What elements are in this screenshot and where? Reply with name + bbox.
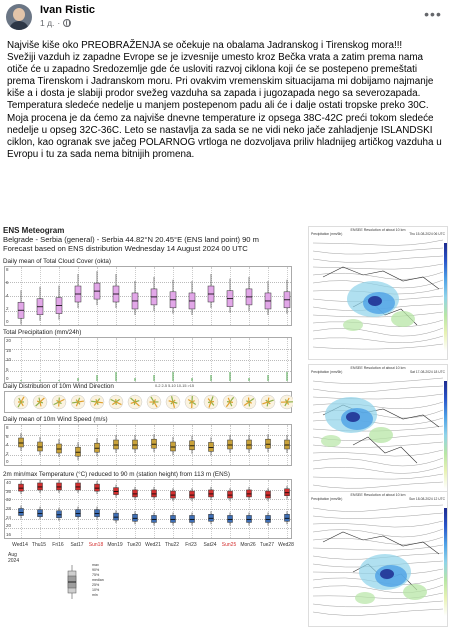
- box: [114, 440, 119, 449]
- day-label: Thu15: [31, 542, 47, 548]
- box: [95, 484, 100, 491]
- day-label: Sun25: [221, 542, 237, 548]
- day-label: Sat17: [70, 542, 84, 548]
- box: [38, 483, 43, 490]
- post-time[interactable]: 1 д.: [40, 18, 55, 28]
- y-tick-label: 28: [6, 506, 12, 511]
- day-label: Fri23: [185, 542, 197, 548]
- precip-map-2[interactable]: [308, 364, 448, 498]
- y-tick-label: 10: [6, 357, 12, 362]
- y-tick-label: 40: [6, 480, 12, 485]
- y-tick-label: 8: [6, 267, 9, 272]
- box: [209, 514, 214, 521]
- wind-speed-section-title: Daily mean of 10m Wind Speed (m/s): [3, 416, 108, 423]
- box: [266, 515, 271, 522]
- box: [19, 484, 24, 491]
- box: [38, 510, 43, 517]
- box: [247, 490, 252, 497]
- box: [133, 440, 138, 449]
- box: [57, 511, 62, 518]
- day-label: Wed21: [145, 542, 161, 548]
- map-colorbar: [444, 508, 447, 616]
- y-tick-label: 6: [6, 280, 9, 285]
- box: [266, 439, 271, 448]
- y-tick-label: 0: [6, 376, 9, 381]
- post-header: [0, 0, 450, 36]
- temp-section-title: 2m min/max Temperature (°C) reduced to 90 m (station height) from 113 m (ENS): [3, 471, 230, 478]
- day-label: Sat24: [203, 542, 217, 548]
- meteogram-header: [3, 226, 259, 253]
- box: [228, 440, 233, 449]
- map-colorbar: [444, 381, 447, 489]
- map-drawing: [313, 375, 443, 497]
- box: [209, 442, 214, 451]
- y-tick-label: 2: [6, 306, 9, 311]
- y-tick-label: 32: [6, 497, 12, 503]
- post-paragraph: Temperatura sledeće nedelje u manjem postepenom padu ali će i dalje ostati tropske preko 30C.: [7, 100, 429, 112]
- box: [171, 442, 176, 451]
- day-label: Thu22: [164, 542, 180, 548]
- legend-label: 25%: [92, 583, 100, 587]
- y-tick-label: 5: [6, 366, 9, 372]
- box: [114, 488, 119, 495]
- map-date: Sun 18-08-2024 12 UTC: [409, 497, 445, 501]
- map-area: [313, 237, 443, 359]
- y-tick-label: 36: [6, 488, 12, 494]
- day-axis: [4, 542, 292, 552]
- box: [38, 442, 43, 451]
- y-tick-label: 20: [6, 338, 12, 343]
- box: [228, 515, 233, 522]
- box: [190, 441, 195, 450]
- y-tick-label: 20: [6, 523, 12, 529]
- author-name[interactable]: Ivan Ristic: [40, 4, 96, 16]
- day-label: Wed28: [278, 542, 294, 548]
- box: [19, 438, 24, 447]
- y-tick-label: 16: [6, 532, 12, 537]
- map-subtitle: Precipitation (mm/6h): [311, 232, 343, 236]
- day-label: Wed14: [12, 542, 28, 548]
- year-label: 2024: [8, 558, 20, 564]
- box: [152, 515, 157, 522]
- map-subtitle: Precipitation (mm/6h): [311, 370, 343, 374]
- legend-label: median: [92, 578, 104, 582]
- post-paragraph: Najviše kiše oko PREOBRAŽENJA se očekuje na obalama Jadranskog i Tirenskog mora!!!: [7, 40, 403, 51]
- post-paragraph: Svežiji vazduh iz zapadne Evrope se je izvesnije umesto kroz Bečka vrata a zatim prema nama otiče će u zapadno Sredozemlje gde će usloviti razvoj ciklona koji će se postepeno premeštati prema Tirenskom i Jadranskom moru. Pri ovakvim vremenskim situacijama mi dobijamo najmanje kiše a i dosta je slabiji prodor svežeg vazduha sa zapada i jugozapada nego sa severozapada.: [7, 52, 434, 100]
- forecast-maps: [305, 226, 450, 629]
- legend-label: 75%: [92, 573, 100, 577]
- box: [133, 514, 138, 521]
- post-meta: 1 д. ·: [40, 18, 71, 28]
- box: [76, 483, 81, 490]
- precip-map-3[interactable]: [308, 491, 448, 627]
- cloud-section-title: Daily mean of Total Cloud Cover (okta): [3, 258, 112, 265]
- box: [95, 443, 100, 452]
- precipitation-plot: [4, 337, 292, 383]
- box: [19, 508, 24, 515]
- post-paragraph: Moja procena je da ćemo za najviše dnevne temperature iz opsega 38C-42C preći tokom sledeće nedelje u opseg 32C-36C. Leto se nastavlja za sada se ne vidi neko jače zahladjenje ISLANDSKI ciklon, kao ogranak sve jačeg POLARNOG vrtloga ne dozvoljava priliv hladnijeg artičkog vazduha u Evropu i tu za sada nema bitnijih promena.: [7, 112, 442, 160]
- day-label: Fri16: [52, 542, 64, 548]
- map-area: [313, 502, 443, 624]
- day-label: Tue20: [127, 542, 141, 548]
- box: [133, 490, 138, 497]
- globe-icon: [63, 19, 71, 27]
- map-date: Thu 15-08-2024 06 UTC: [409, 232, 445, 236]
- map-colorbar: [444, 243, 447, 351]
- y-tick-label: 8: [6, 425, 9, 430]
- ens-meteogram-image[interactable]: [0, 226, 301, 606]
- box: [209, 490, 214, 497]
- map-subtitle: Precipitation (mm/6h): [311, 497, 343, 501]
- legend-label: 10%: [92, 588, 100, 592]
- y-tick-label: 4: [6, 442, 9, 447]
- box: [152, 490, 157, 497]
- wind-legend: 0-2 2-5 5-10 10-15 >15: [155, 384, 194, 388]
- meteogram-location: Belgrade - Serbia (general) - Serbia 44.82°N 20.45°E (ENS land point) 90 m: [3, 235, 259, 244]
- box: [57, 444, 62, 453]
- box: [152, 439, 157, 448]
- temperature-plot: [4, 479, 292, 539]
- precip-map-1[interactable]: [308, 226, 448, 360]
- more-options-icon[interactable]: •••: [424, 6, 442, 22]
- box: [114, 513, 119, 520]
- y-tick-label: 24: [6, 514, 12, 520]
- day-label: Mon26: [240, 542, 256, 548]
- box: [228, 491, 233, 498]
- box: [95, 510, 100, 517]
- cloud-cover-plot: [4, 266, 292, 326]
- map-title: ENSEE Resolution of about 10 km: [350, 493, 406, 497]
- y-tick-label: 0: [6, 319, 9, 324]
- wind-rose-petal: [97, 402, 103, 403]
- box: [171, 515, 176, 522]
- wind-speed-plot: [4, 424, 292, 466]
- day-label: Tue27: [260, 542, 274, 548]
- map-title: ENSEE Resolution of about 10 km: [350, 228, 406, 232]
- y-tick-label: 6: [6, 433, 9, 439]
- box: [190, 491, 195, 498]
- box: [76, 510, 81, 517]
- box: [285, 440, 290, 449]
- month-label: Aug: [8, 552, 17, 558]
- box: [171, 491, 176, 498]
- legend-label: max: [92, 563, 99, 567]
- y-tick-label: 4: [6, 293, 9, 298]
- precip-section-title: Total Precipitation (mm/24h): [3, 329, 82, 336]
- box-legend-labels: [92, 563, 122, 603]
- map-title: ENSEE Resolution of about 10 km: [350, 366, 406, 370]
- map-drawing: [313, 502, 443, 624]
- y-tick-label: 0: [6, 459, 9, 464]
- map-drawing: [313, 237, 443, 359]
- y-tick-label: 15: [6, 347, 12, 353]
- day-label: Sun18: [88, 542, 104, 548]
- y-tick-label: 2: [6, 450, 9, 456]
- box: [247, 515, 252, 522]
- box: [190, 515, 195, 522]
- map-date: Sat 17-08-2024 18 UTC: [409, 370, 445, 374]
- legend-label: min: [92, 593, 98, 597]
- box: [76, 447, 81, 456]
- meteogram-title: ENS Meteogram: [3, 226, 65, 235]
- box: [57, 483, 62, 490]
- day-label: Mon19: [107, 542, 123, 548]
- box: [266, 491, 271, 498]
- box: [285, 514, 290, 521]
- map-area: [313, 375, 443, 497]
- wind-dir-section-title: Daily Distribution of 10m Wind Direction: [3, 383, 114, 390]
- box: [247, 440, 252, 449]
- legend-label: 90%: [92, 568, 100, 572]
- avatar[interactable]: [6, 4, 32, 30]
- post-text: [7, 40, 444, 161]
- meteogram-forecast: Forecast based on ENS distribution Wednesday 14 August 2024 00 UTC: [3, 244, 248, 253]
- box: [285, 489, 290, 496]
